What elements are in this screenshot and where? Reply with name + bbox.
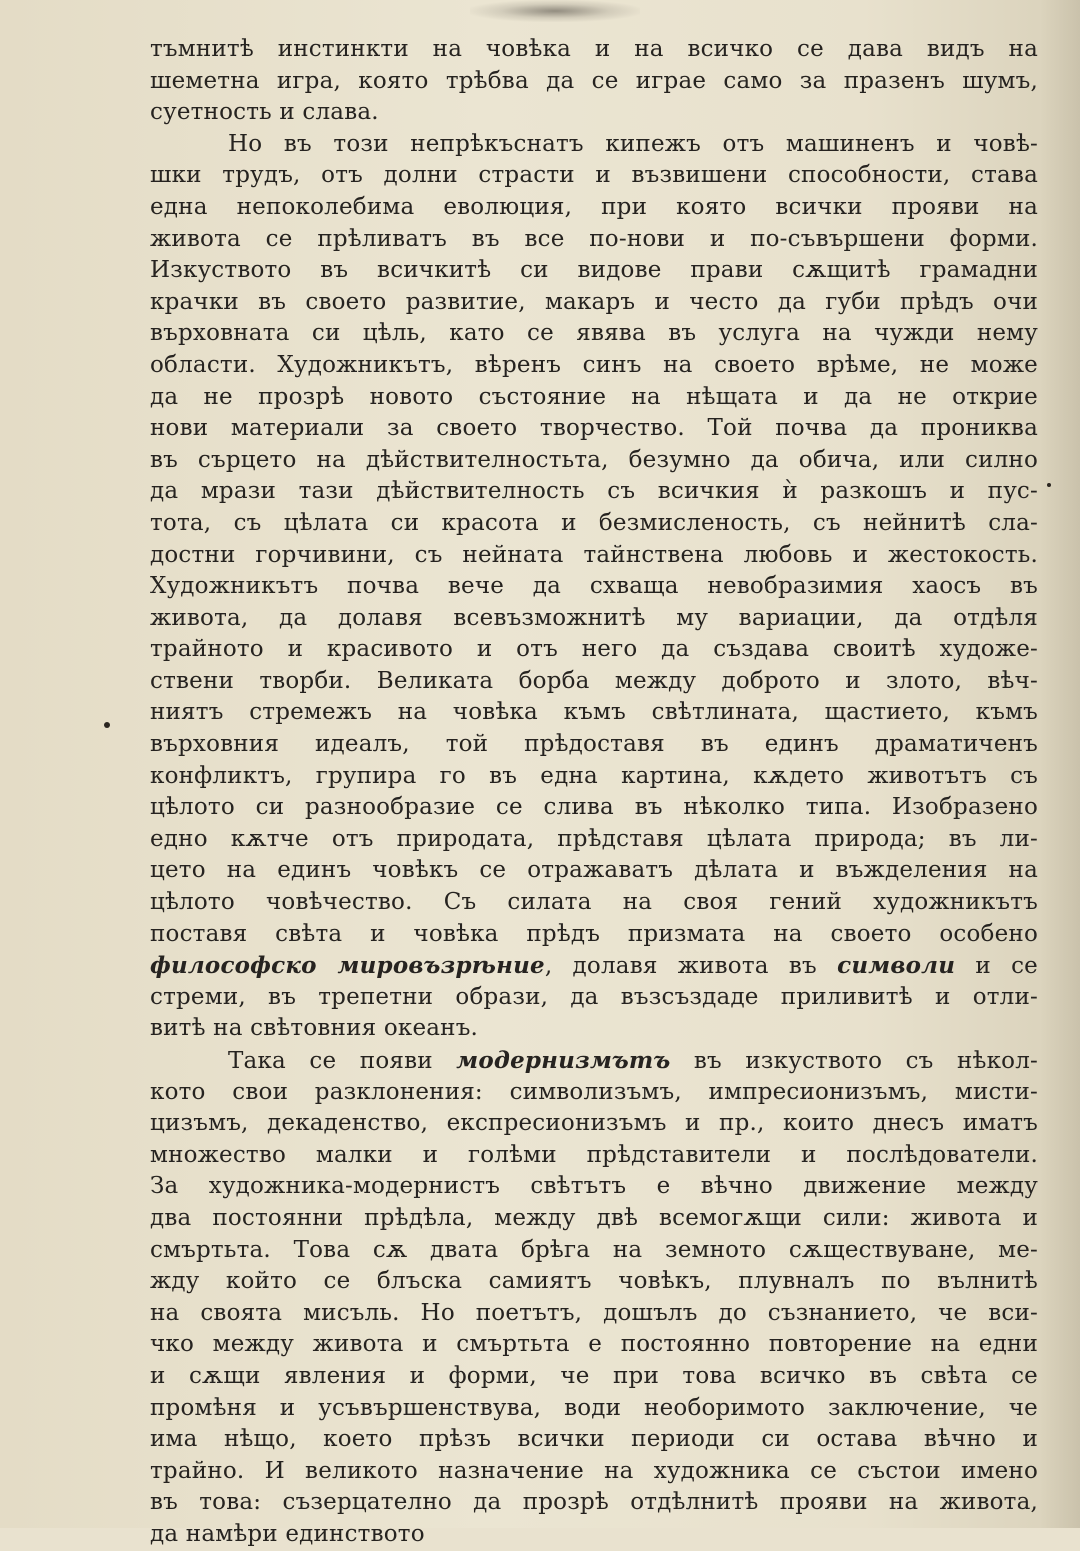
text-line [150,255,1038,287]
line-text: стреми, въ трепетни образи, да възсъздаде приливитѣ и отли- [150,983,1038,1010]
text-line [150,1108,1038,1140]
text-line [150,1235,1038,1267]
line-text: има нѣщо, което прѣзъ всички периоди си остава вѣчно и [150,1426,1038,1453]
line-text: цѣлото си разнообразие се слива въ нѣколко типа. Изобразено [150,794,1038,821]
line-text: поставя свѣта и човѣка прѣдъ призмата на своето особено [150,920,1038,947]
line-text: живота се прѣливатъ въ все по-нови и по-съвършени форми. [150,225,1038,252]
emphasized-term: модернизмътъ [456,1047,671,1074]
text-line [150,1487,1038,1519]
text-line [150,350,1038,382]
text-line [150,508,1038,540]
line-text: За художника-модернистъ свѣтътъ е вѣчно движение между [150,1173,1038,1200]
text-line [150,160,1038,192]
text-line [150,66,1038,98]
text-line [150,1171,1038,1203]
text-line [150,666,1038,698]
paragraph [150,129,1038,1045]
line-text: живота, да долавя всевъзможнитѣ му вариации, да отдѣля [150,604,1038,631]
line-text: кото свои разклонения: символизъмъ, импресионизъмъ, мисти- [150,1078,1038,1105]
line-text: да намѣри единството [150,1520,425,1547]
text-line [150,192,1038,224]
ink-speck [1047,483,1051,487]
line-text: Така се появи [228,1048,457,1074]
text-line [150,1140,1038,1172]
line-text: промѣня и усъвършенствува, води необоримото заключение, че [150,1394,1038,1421]
line-text: на своята мисъль. Но поетътъ, дошълъ до съзнанието, че вси- [150,1299,1038,1326]
text-line [150,1077,1038,1109]
text-line [150,919,1038,951]
line-text: крачки въ своето развитие, макаръ и често да губи прѣдъ очи [150,288,1038,315]
line-text: и сѫщи явления и форми, че при това всичко въ свѣта се [150,1362,1038,1389]
text-line [150,1013,1038,1045]
line-text: да не прозрѣ новото състояние на нѣщата и да не открие [150,383,1038,410]
text-line [150,1424,1038,1456]
line-text: множество малки и голѣми прѣдставители и послѣдователи. [150,1141,1038,1168]
line-text: едно кѫтче отъ природата, прѣдставя цѣлата природа; въ ли- [150,825,1038,852]
text-line [150,1045,1038,1077]
text-line [150,1456,1038,1488]
line-text: ствени творби. Великата борба между доброто и злото, вѣч- [150,667,1038,694]
line-text: цѣлото човѣчество. Съ силата на своя гений художникътъ [150,889,1038,916]
text-line [150,382,1038,414]
line-text: шеметна игра, която трѣбва да се играе само за празенъ шумъ, [150,67,1038,94]
line-text: жду който се блъска самиятъ човѣкъ, плувналъ по вълнитѣ [150,1268,1038,1295]
line-text: върховния идеалъ, той прѣдоставя въ единъ драматиченъ [150,731,1038,758]
text-line [150,1329,1038,1361]
line-text: Изкуството въ всичкитѣ си видове прави сѫщитѣ грамадни [150,257,1038,284]
line-text: въ сърцето на дѣйствителностьта, безумно да обича, или силно [150,446,1038,473]
line-text: , долавя живота въ [544,953,838,980]
text-line [150,129,1038,161]
line-text: цето на единъ човѣкъ се отражаватъ дѣлата и въжделения на [150,857,1038,884]
line-text: нови материали за своето творчество. Той почва да прониква [150,415,1038,442]
text-line [150,1266,1038,1298]
text-line [150,413,1038,445]
text-line [150,1393,1038,1425]
paragraph [150,1045,1038,1551]
text-line [150,950,1038,982]
emphasized-term: символи [837,952,956,980]
text-line [150,824,1038,856]
body-text [150,34,1038,1551]
text-line [150,540,1038,572]
text-line [150,571,1038,603]
text-line [150,445,1038,477]
top-ink-smudge [470,0,640,22]
line-text: смъртьта. Това сѫ двата брѣга на земното сѫществуване, ме- [150,1236,1038,1263]
line-text: Но въ този непрѣкъснатъ кипежъ отъ машиненъ и човѣ- [228,130,1038,157]
emphasized-term: философско мировъзрѣние [150,952,545,980]
line-text: витѣ на свѣтовния океанъ. [150,1015,479,1042]
gutter-shadow [1040,0,1080,1528]
text-line [150,34,1038,66]
text-line [150,634,1038,666]
line-text: Художникътъ почва вече да схваща невобразимия хаосъ въ [150,573,1038,600]
text-line [150,761,1038,793]
text-line [150,697,1038,729]
text-line [150,1298,1038,1330]
text-line [150,603,1038,635]
line-text: тота, съ цѣлата си красота и безмисленость, съ нейнитѣ сла- [150,509,1038,536]
line-text: цизъмъ, декаденство, експресионизъмъ и пр., които днесъ иматъ [150,1110,1038,1137]
line-text: конфликтъ, групира го въ една картина, кѫдето животътъ съ [150,762,1038,789]
ink-speck [104,722,110,728]
line-text: въ това: съзерцателно да прозрѣ отдѣлнитѣ прояви на живота, [150,1489,1038,1516]
text-line [150,887,1038,919]
line-text: чко между живота и смъртьта е постоянно повторение на едни [150,1331,1038,1358]
text-line [150,792,1038,824]
text-line [150,982,1038,1014]
line-text: върховната си цѣль, като се явява въ услуга на чужди нему [150,320,1038,347]
line-text: въ изкуството съ нѣкол- [670,1048,1038,1074]
line-text: една непоколебима еволюция, при която всички прояви на [150,193,1038,220]
line-text: трайното и красивото и отъ него да създава своитѣ художе- [150,636,1038,663]
line-text: тъмнитѣ инстинкти на човѣка и на всичко се дава видъ на [150,36,1038,62]
line-text: и се [955,953,1038,980]
text-line [150,855,1038,887]
text-line [150,1361,1038,1393]
line-text: суетность и слава. [150,99,379,126]
text-line [150,1519,1038,1551]
line-text: да мрази тази дѣйствителность съ всичкия ѝ разкошъ и пус- [150,478,1038,505]
text-line [150,1203,1038,1235]
text-line [150,318,1038,350]
line-text: ниятъ стремежъ на човѣка къмъ свѣтлината, щастието, къмъ [150,699,1038,726]
line-text: трайно. И великото назначение на художника се състои имено [150,1457,1038,1484]
line-text: шки трудъ, отъ долни страсти и възвишени способности, става [150,162,1038,189]
line-text: области. Художникътъ, вѣренъ синъ на своето врѣме, не може [150,351,1038,378]
text-line [150,729,1038,761]
text-line [150,224,1038,256]
line-text: два постоянни прѣдѣла, между двѣ всемогѫщи сили: живота и [150,1204,1038,1231]
text-line [150,287,1038,319]
text-line [150,97,1038,129]
text-line [150,476,1038,508]
paragraph [150,34,1038,129]
line-text: достни горчивини, съ нейната тайнствена любовь и жестокость. [150,541,1038,568]
